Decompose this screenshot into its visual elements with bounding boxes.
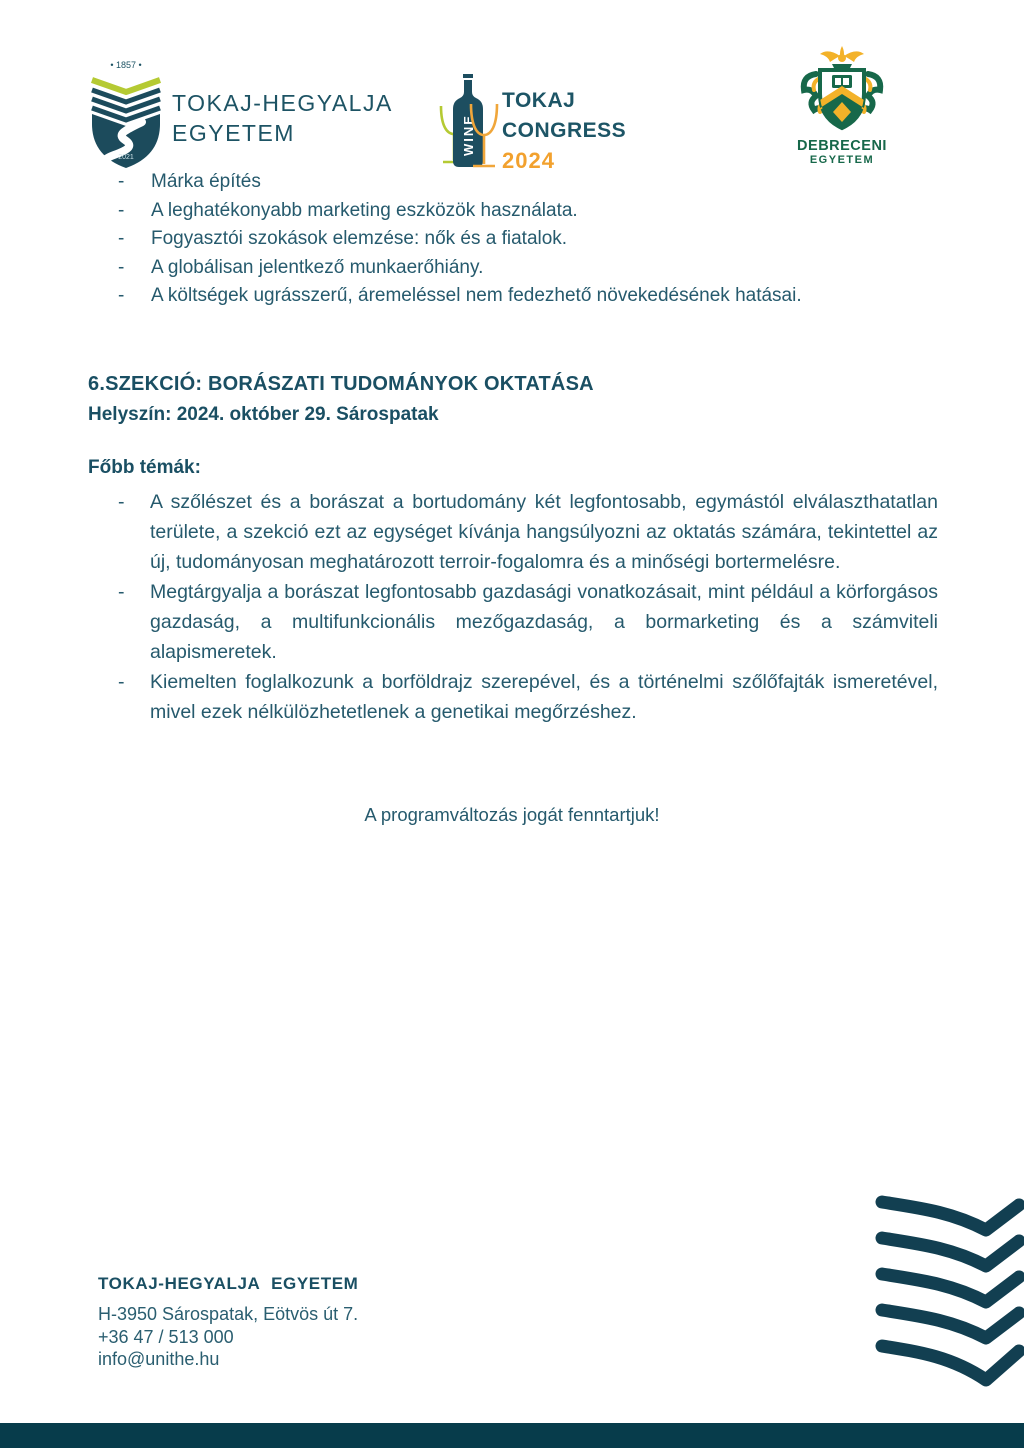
- debrecen-logo-subname: EGYETEM: [809, 154, 875, 166]
- section-location: Helyszín: 2024. október 29. Sárospatak: [88, 404, 439, 425]
- list-item: - Megtárgyalja a borászat legfontosabb gazdasági vonatkozásait, mint például a körforgásos gazdaság, a multifunkcionális mezőgazdaság, a bormarketing és a számviteli alapismeretek.: [118, 577, 938, 667]
- footer-organization-name: TOKAJ-HEGYALJA EGYETEM: [98, 1274, 359, 1293]
- footer-phone: +36 47 / 513 000: [98, 1326, 234, 1347]
- debrecen-university-logo: [782, 42, 902, 166]
- intro-bullet-list: [118, 168, 958, 311]
- debrecen-university-crest-icon: [790, 42, 894, 134]
- list-item: - Márka építés: [118, 168, 958, 197]
- topics-heading: Főbb témák:: [88, 457, 201, 478]
- congress-year: 2024: [502, 148, 555, 173]
- footer-address-line: H-3950 Sárospatak, Eötvös út 7.: [98, 1304, 359, 1324]
- list-item: - Kiemelten foglalkozunk a borföldrajz szerepével, és a történelmi szőlőfajták ismeretével, mivel ezek nélkülözhetetlenek a genetikai megőrzéshez.: [118, 667, 938, 727]
- list-item: - A leghatékonyabb marketing eszközök használata.: [118, 197, 958, 226]
- topics-bullet-list: [118, 487, 938, 727]
- list-item: - Fogyasztói szokások elemzése: nők és a fiatalok.: [118, 225, 958, 254]
- list-item: - A szőlészet és a borászat a bortudomány két legfontosabb, egymástól elválaszthatatlan területe, a szekció ezt az egységet kívánja hangsúlyozni az oktatás számára, tekintettel az új, tudományosan meghatározott terroir-fogalomra és a minőségi bortermelésre.: [118, 487, 938, 577]
- tokaj-hegyalja-university-wordmark: TOKAJ-HEGYALJA EGYETEM: [172, 90, 393, 146]
- wine-vertical-text: WINE: [461, 114, 476, 156]
- section-title: 6.SZEKCIÓ: BORÁSZATI TUDOMÁNYOK OKTATÁSA: [88, 373, 594, 395]
- book-pages-swoosh-icon: [872, 1188, 1024, 1400]
- footer-email: info@unithe.hu: [98, 1349, 220, 1369]
- logo-green-chevron: [92, 80, 160, 92]
- tokaj-congress-wordmark: TOKAJ CONGRESS 2024: [502, 86, 626, 176]
- program-change-note: A programváltozás jogát fenntartjuk!: [364, 804, 660, 825]
- logo-founding-year: • 1857 •: [110, 60, 142, 70]
- debrecen-logo-name: DEBRECENI: [797, 138, 887, 154]
- phoenix-icon: [820, 46, 864, 70]
- logo-year-2021: 2021: [118, 154, 134, 161]
- list-item: - A globálisan jelentkező munkaerőhiány.: [118, 254, 958, 283]
- footer-color-bar: [0, 1423, 1024, 1448]
- tokaj-hegyalja-university-logo-icon: [88, 56, 164, 170]
- footer-contact-block: [98, 1303, 358, 1371]
- list-item: - A költségek ugrásszerű, áremeléssel nem fedezhető növekedésének hatásai.: [118, 282, 958, 311]
- tokaj-congress-wine-logo-icon: [437, 72, 501, 174]
